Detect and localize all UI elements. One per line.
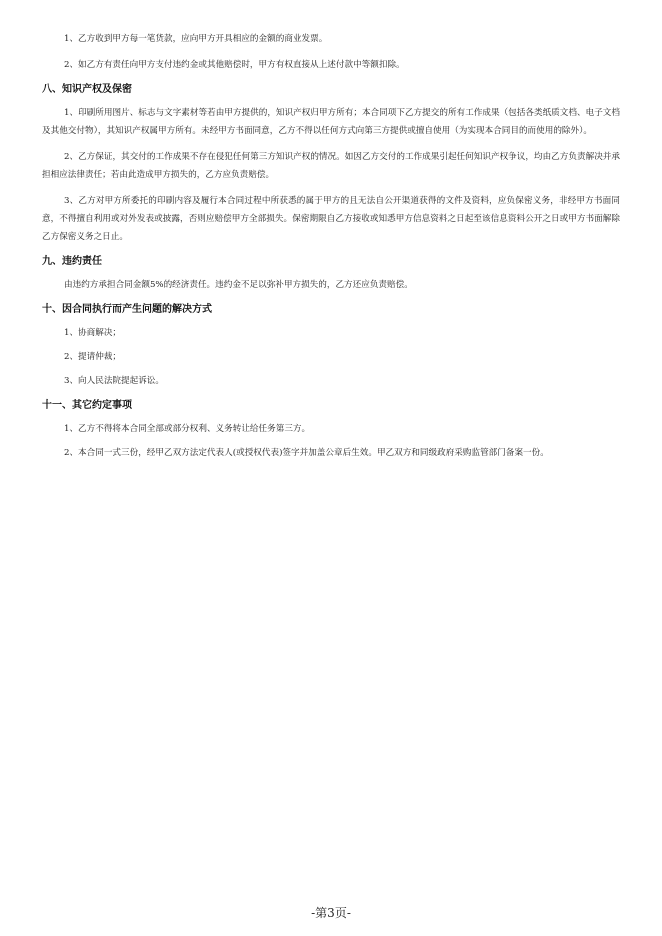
clause-paragraph: 1、印刷所用图片、标志与文字素材等若由甲方提供的，知识产权归甲方所有；本合同项下乙方提交的所有工作成果（包括各类纸质文档、电子文档及其他交付物），其知识产权属甲方所有。未经甲方书面同意，乙方不得以任何方式向第三方提供或擅自使用（为实现本合同目的而使用的除外）。	[42, 108, 620, 136]
clause-paragraph: 1、协商解决；	[64, 328, 122, 338]
section-heading-liability: 九、违约责任	[42, 256, 102, 267]
clause-paragraph: 2、本合同一式三份，经甲乙双方法定代表人(或授权代表)签字并加盖公章后生效。甲乙双方和同级政府采购监管部门备案一份。	[64, 448, 549, 458]
clause-paragraph: 由违约方承担合同金额5%的经济责任。违约金不足以弥补甲方损失的，乙方还应负责赔偿。	[64, 280, 413, 290]
clause-paragraph: 2、提请仲裁；	[64, 352, 122, 362]
clause-paragraph: 2、如乙方有责任向甲方支付违约金或其他赔偿时，甲方有权直接从上述付款中等额扣除。	[64, 60, 405, 70]
section-heading-ip-confidentiality: 八、知识产权及保密	[42, 84, 132, 95]
clause-paragraph: 2、乙方保证，其交付的工作成果不存在侵犯任何第三方知识产权的情况。如因乙方交付的工作成果引起任何知识产权争议，均由乙方负责解决并承担相应法律责任；若由此造成甲方损失的，乙方应负责赔偿。	[42, 152, 620, 180]
section-heading-dispute-resolution: 十、因合同执行而产生问题的解决方式	[42, 304, 212, 315]
document-body	[42, 30, 620, 470]
section-heading-other-terms: 十一、其它约定事项	[42, 400, 132, 411]
clause-paragraph: 3、乙方对甲方所委托的印刷内容及履行本合同过程中所获悉的属于甲方的且无法自公开渠道获得的文件及资料，应负保密义务，非经甲方书面同意，不得擅自利用或对外发表或披露，否则应赔偿甲方全部损失。保密期限自乙方接收或知悉甲方信息资料之日起至该信息资料公开之日或甲方书面解除乙方保密义务之日止。	[42, 196, 620, 242]
page-number: -第3页-	[311, 906, 351, 920]
clause-paragraph: 3、向人民法院提起诉讼。	[64, 376, 164, 386]
clause-paragraph: 1、乙方收到甲方每一笔货款，应向甲方开具相应的金额的商业发票。	[64, 34, 328, 44]
clause-paragraph: 1、乙方不得将本合同全部或部分权利、义务转让给任务第三方。	[64, 424, 311, 434]
